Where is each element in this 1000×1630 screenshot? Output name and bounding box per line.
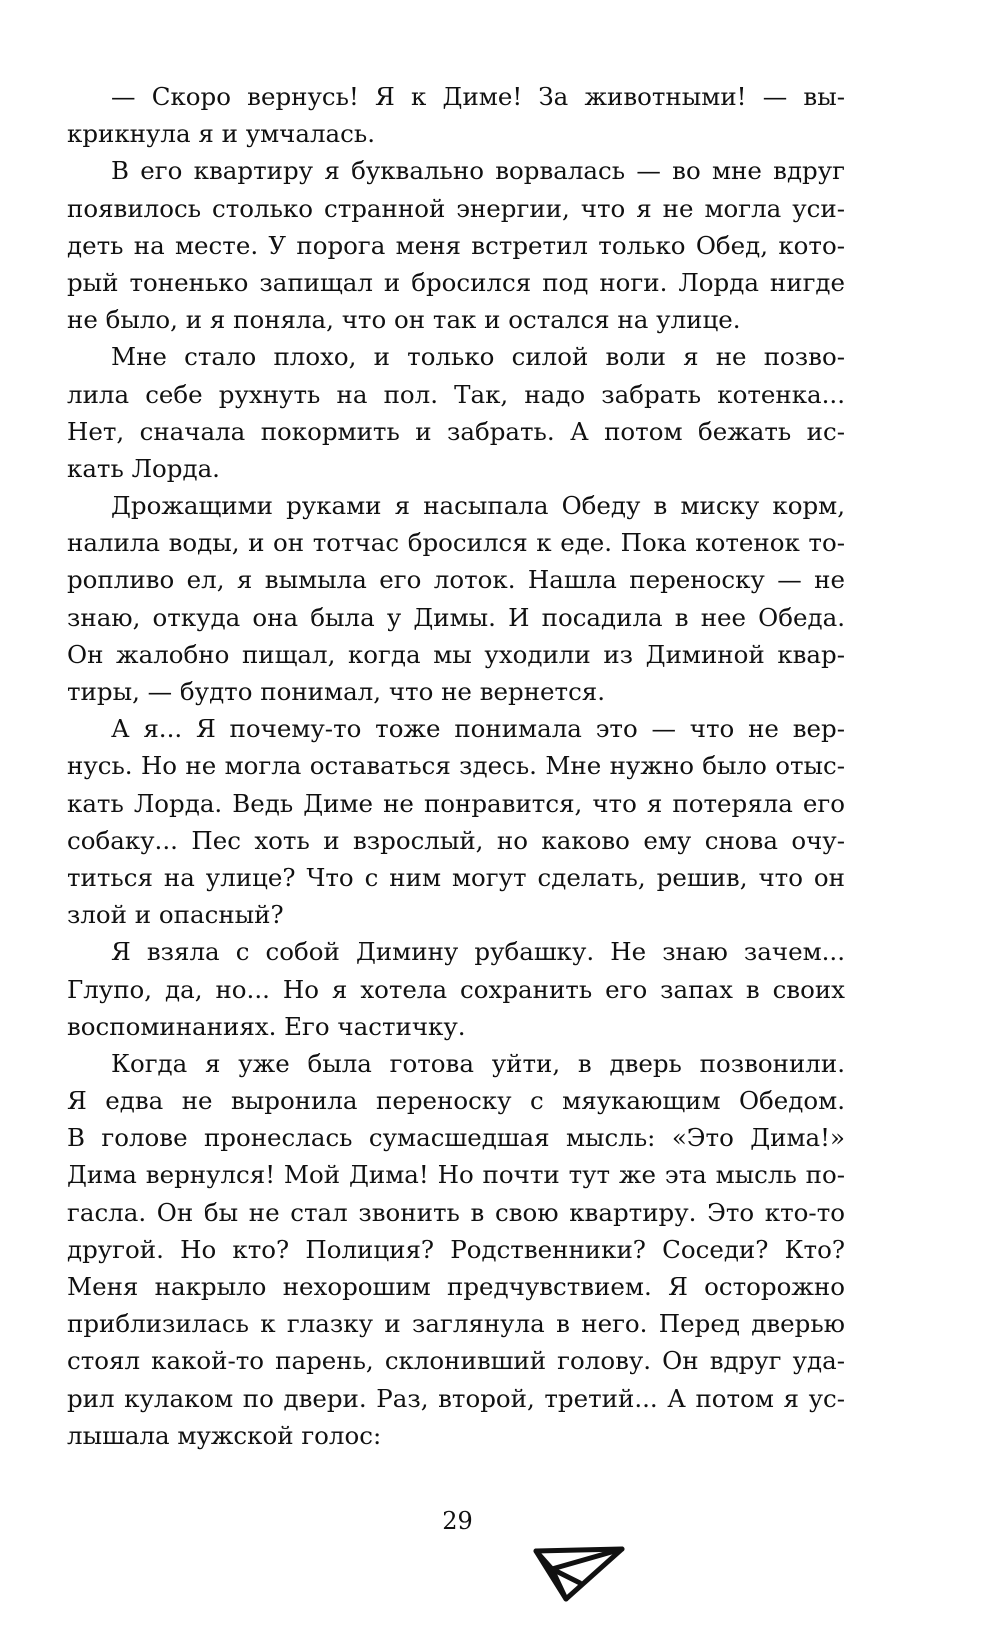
text-line: деть на месте. У порога меня встретил только Обед, кото- — [67, 230, 845, 260]
text-line: А я... Я почему-то тоже понимала это — что не вер- — [111, 714, 845, 744]
text-line: Мне стало плохо, и только силой воли я не позво- — [111, 342, 845, 372]
text-line: кать Лорда. Ведь Диме не понравится, что я потеряла его — [67, 788, 845, 818]
text-line: воспоминаниях. Его частичку. — [67, 1011, 466, 1041]
text-line: приблизилась к глазку и заглянула в него. Перед дверью — [67, 1309, 845, 1339]
text-line: тиры, — будто понимал, что не вернется. — [67, 677, 606, 706]
text-line: рый тоненько запищал и бросился под ноги. Лорда нигде — [67, 267, 845, 297]
text-line: ропливо ел, я вымыла его лоток. Нашла переноску — не — [67, 565, 845, 595]
text-line: лила себе рухнуть на пол. Так, надо забрать котенка... — [67, 379, 845, 409]
text-line: титься на улице? Что с ним могут сделать, решив, что он — [67, 862, 845, 892]
text-line: Дима вернулся! Мой Дима! Но почти тут же эта мысль по- — [67, 1160, 845, 1190]
text-line: Когда я уже была готова уйти, в дверь позвонили. — [111, 1048, 845, 1078]
text-line: — Скоро вернусь! Я к Диме! За животными! — вы- — [111, 82, 845, 111]
text-line: В его квартиру я буквально ворвалась — во мне вдруг — [111, 156, 845, 186]
text-line: Глупо, да, но... Но я хотела сохранить его запах в своих — [67, 974, 845, 1004]
text-line: появилось столько странной энергии, что я не могла уси- — [67, 193, 845, 223]
text-line: Меня накрыло нехорошим предчувствием. Я осторожно — [67, 1272, 845, 1301]
text-line: Он жалобно пищал, когда мы уходили из Диминой квар- — [67, 639, 845, 669]
text-line: лышала мужской голос: — [67, 1420, 382, 1450]
text-line: В голове пронеслась сумасшедшая мысль: «Это Дима!» — [67, 1123, 845, 1153]
text-line: Дрожащими руками я насыпала Обеду в миску корм, — [111, 491, 845, 521]
text-line: другой. Но кто? Полиция? Родственники? Соседи? Кто? — [67, 1234, 845, 1264]
page-body-text — [67, 78, 845, 1454]
text-line: гасла. Он бы не стал звонить в свою квартиру. Это кто-то — [67, 1197, 845, 1227]
text-line: кать Лорда. — [67, 453, 220, 483]
paper-plane-icon — [532, 1545, 628, 1605]
text-line: крикнула я и умчалась. — [67, 119, 375, 149]
text-line: Я взяла с собой Димину рубашку. Не знаю зачем... — [111, 937, 845, 967]
text-line: злой и опасный? — [67, 900, 284, 930]
text-line: стоял какой-то парень, склонивший голову. Он вдруг уда- — [67, 1346, 845, 1376]
page-number: 29 — [442, 1507, 473, 1535]
text-line: собаку... Пес хоть и взрослый, но каково ему снова очу- — [67, 825, 845, 855]
text-line: рил кулаком по двери. Раз, второй, третий... А потом я ус- — [67, 1383, 845, 1413]
text-line: Я едва не выронила переноску с мяукающим Обедом. — [67, 1086, 845, 1116]
text-line: нусь. Но не могла оставаться здесь. Мне нужно было отыс- — [67, 751, 845, 781]
text-line: не было, и я поняла, что он так и остался на улице. — [67, 305, 741, 335]
text-line: налила воды, и он тотчас бросился к еде. Пока котенок то- — [67, 528, 845, 558]
text-line: Нет, сначала покормить и забрать. А потом бежать ис- — [67, 416, 845, 446]
text-line: знаю, откуда она была у Димы. И посадила в нее Обеда. — [67, 602, 845, 632]
